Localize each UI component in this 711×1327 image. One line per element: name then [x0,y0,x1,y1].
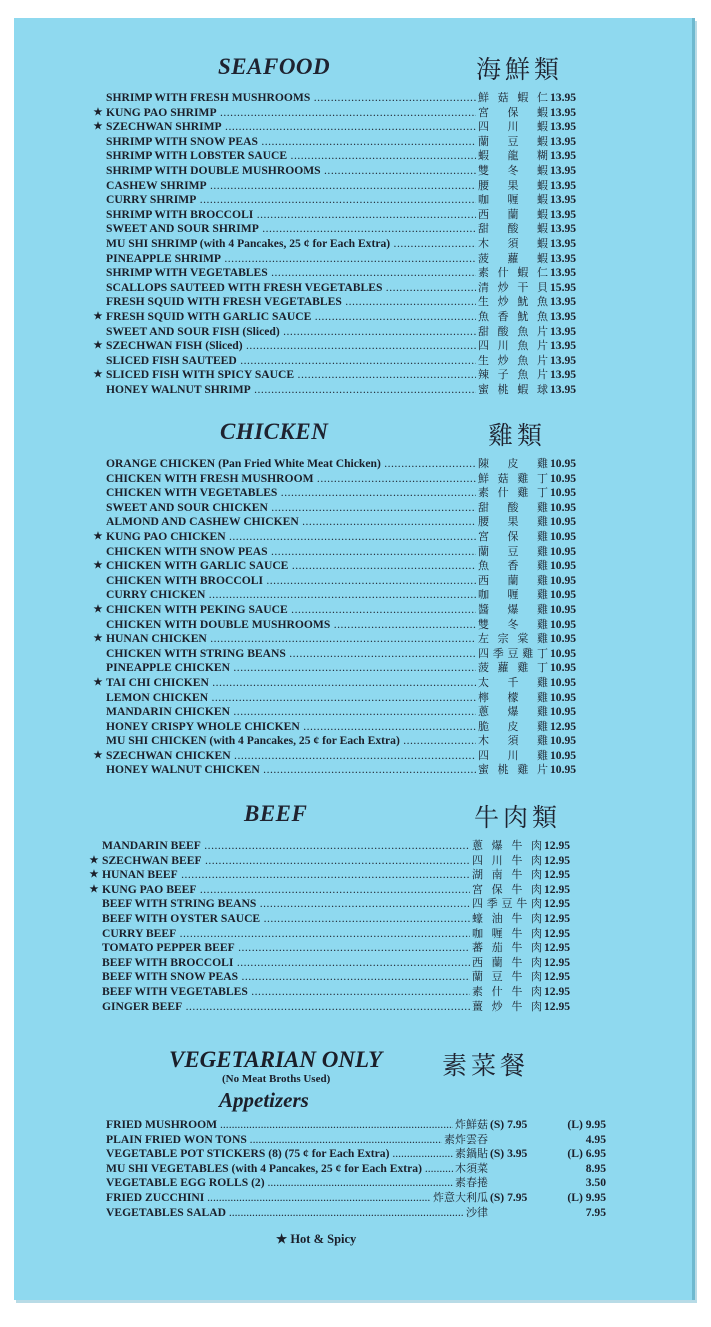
item-price: 13.95 [550,105,577,119]
item-price: 10.95 [550,559,577,573]
item-chinese-name: 甜酸蝦 [478,222,548,236]
item-name: VEGETABLE POT STICKERS (8) (75 ¢ for Each Extra) ..... [106,1147,486,1162]
item-chinese-name: 四川魚片 [478,339,548,353]
item-price: 12.95 [544,868,571,882]
menu-item [106,1147,606,1162]
appetizers-title: Appetizers [219,1088,309,1112]
item-chinese-name: 咖喱雞 [478,588,548,602]
menu-item [14,941,692,956]
item-price: 10.95 [550,748,577,762]
item-name: LEMON CHICKEN ..... [106,691,476,706]
item-price: 13.95 [550,251,577,265]
item-chinese-name: 蘭豆蝦 [478,134,548,148]
menu-item [14,661,692,676]
menu-item [14,530,692,545]
menu-item [14,120,692,135]
menu-item [14,486,692,501]
item-chinese-name: 蠔油牛肉 [472,911,542,925]
item-name: FRIED ZUCCHINI ..... [106,1191,486,1206]
item-price: 13.95 [550,382,577,396]
menu-item [14,501,692,516]
item-name: MU SHI VEGETABLES (with 4 Pancakes, 25 ¢ for Each Extra) ..... [106,1162,486,1177]
hot-spicy-star-icon: ★ [93,603,103,615]
menu-item [14,208,692,223]
item-chinese-name: 西蘭蝦 [478,207,548,221]
menu-item [14,970,692,985]
item-chinese-name: 生炒魚片 [478,353,548,367]
menu-item [14,588,692,603]
item-chinese-name: 太千雞 [478,675,548,689]
item-price: 10.95 [550,486,577,500]
item-name: BEEF WITH VEGETABLES ..... [102,985,470,1000]
item-price-large: 8.95 [585,1161,606,1175]
vegetarian-title: VEGETARIAN ONLY [169,1047,383,1072]
menu-item [14,734,692,749]
item-price: 13.95 [550,134,577,148]
item-name: MANDARIN BEEF ..... [102,839,470,854]
item-price: 10.95 [550,617,577,631]
item-name: SHRIMP WITH VEGETABLES ..... [106,266,476,281]
item-price: 13.95 [550,193,577,207]
item-name: SHRIMP WITH DOUBLE MUSHROOMS ..... [106,164,476,179]
hot-spicy-star-icon: ★ [89,854,99,866]
item-chinese-name: 辣子魚片 [478,368,548,382]
item-price: 12.95 [544,839,571,852]
hot-spicy-star-icon: ★ [93,530,103,542]
item-chinese-name: 四季豆牛肉 [472,897,542,911]
hot-spicy-star-icon: ★ [93,121,103,133]
item-price-large: 7.95 [585,1205,606,1219]
item-chinese-name: 木須雞 [478,734,548,748]
item-name: FRIED MUSHROOM ..... [106,1118,486,1133]
hot-spicy-star-icon: ★ [89,883,99,895]
menu-item [14,383,692,398]
item-chinese-name: 腰果雞 [478,515,548,529]
item-price: 12.95 [544,955,571,969]
item-name: HONEY WALNUT SHRIMP ..... [106,383,476,398]
item-price: 13.95 [550,163,577,177]
hot-spicy-star-icon: ★ [93,633,103,645]
item-price: 12.95 [544,882,571,896]
item-price: 12.95 [544,970,571,984]
item-chinese-name: 雙冬雞 [478,617,548,631]
menu-item [14,295,692,310]
item-chinese-name: 四川蝦 [478,120,548,134]
item-chinese-name: 蔥爆牛肉 [472,839,542,852]
item-chinese-name: 鮮菇蝦仁 [478,91,548,104]
item-chinese-name: 素炸雲吞 [444,1132,488,1146]
menu-item [106,1206,606,1221]
item-name: BEEF WITH BROCCOLI ..... [102,956,470,971]
menu-item [14,603,692,618]
menu-item [14,135,692,150]
item-price: 10.95 [550,690,577,704]
menu-item [106,1133,606,1148]
menu-item [14,574,692,589]
item-chinese-name: 蜜桃雞片 [478,763,548,777]
item-price: 13.95 [550,91,577,104]
item-price: 12.95 [544,984,571,998]
item-name: ALMOND AND CASHEW CHICKEN ..... [106,515,476,530]
item-price: 13.95 [550,324,577,338]
item-price: 15.95 [550,280,577,294]
seafood-items [14,91,692,397]
item-name: SLICED FISH SAUTEED ..... [106,354,476,369]
item-chinese-name: 脆皮雞 [478,719,548,733]
item-chinese-name: 宮保雞 [478,529,548,543]
menu-item [14,632,692,647]
menu-item [14,164,692,179]
item-name: HUNAN BEEF ..... [102,868,470,883]
item-name: SHRIMP WITH LOBSTER SAUCE ..... [106,149,476,164]
item-chinese-name: 蘭豆雞 [478,544,548,558]
item-chinese-name: 素什牛肉 [472,984,542,998]
hot-spicy-star-icon: ★ [93,676,103,688]
seafood-title: SEAFOOD [218,54,331,79]
item-price: 13.95 [550,120,577,134]
item-name: KUNG PAO SHRIMP ..... [106,106,476,121]
item-price-large: 3.50 [585,1176,606,1190]
item-name: KUNG PAO CHICKEN ..... [106,530,476,545]
menu-item [14,691,692,706]
item-name: BEEF WITH OYSTER SAUCE ..... [102,912,470,927]
item-price: 13.95 [550,178,577,192]
item-chinese-name: 木須蝦 [478,236,548,250]
hot-spicy-star-icon: ★ [93,340,103,352]
item-name: SHRIMP WITH SNOW PEAS ..... [106,135,476,150]
menu-item [14,839,692,854]
item-name: CURRY BEEF ..... [102,927,470,942]
item-name: CHICKEN WITH VEGETABLES ..... [106,486,476,501]
menu-item [14,749,692,764]
item-chinese-name: 素鍋貼 [455,1147,488,1161]
menu-item [14,515,692,530]
item-name: PINEAPPLE SHRIMP ..... [106,252,476,267]
item-chinese-name: 魚香雞 [478,559,548,573]
item-name: BEEF WITH STRING BEANS ..... [102,897,470,912]
item-chinese-name: 蕃茄牛肉 [472,941,542,955]
item-chinese-name: 宮保牛肉 [472,882,542,896]
item-price: 10.95 [550,471,577,485]
item-chinese-name: 蘭豆牛肉 [472,970,542,984]
hot-spicy-star-icon: ★ [93,369,103,381]
item-price: 10.95 [550,602,577,616]
hot-spicy-footnote: ★ Hot & Spicy [276,1232,357,1246]
menu-item [14,281,692,296]
item-name: CASHEW SHRIMP ..... [106,179,476,194]
item-chinese-name: 甜酸魚片 [478,324,548,338]
item-price: 10.95 [550,705,577,719]
item-name: VEGETABLES SALAD ..... [106,1206,486,1221]
item-name: SWEET AND SOUR CHICKEN ..... [106,501,476,516]
item-price: 13.95 [550,266,577,280]
item-chinese-name: 四川牛肉 [472,853,542,867]
chicken-title: CHICKEN [220,419,329,444]
item-chinese-name: 生炒魷魚 [478,295,548,309]
beef-title: BEEF [244,801,308,826]
item-price: 10.95 [550,529,577,543]
menu-item [14,868,692,883]
item-price-small: (S) 3.95 [490,1147,528,1161]
hot-spicy-star-icon: ★ [89,869,99,881]
item-chinese-name: 菠蘿雞丁 [478,661,548,675]
item-price: 13.95 [550,222,577,236]
item-chinese-name: 薑炒牛肉 [472,999,542,1013]
item-price-large: (L) 6.95 [567,1147,606,1161]
hot-spicy-star-icon: ★ [93,749,103,761]
menu-item [14,956,692,971]
item-name: GINGER BEEF ..... [102,1000,470,1015]
item-price: 13.95 [550,309,577,323]
seafood-title-chinese: 海鮮類 [476,55,564,84]
item-price: 10.95 [550,632,577,646]
menu-item [14,368,692,383]
item-price: 10.95 [550,661,577,675]
menu-item [14,354,692,369]
item-name: SZECHWAN FISH (Sliced) ..... [106,339,476,354]
menu-item [14,266,692,281]
menu-item [14,252,692,267]
menu-item [14,618,692,633]
menu-item [14,897,692,912]
menu-item [14,193,692,208]
item-chinese-name: 咖喱蝦 [478,193,548,207]
item-price: 13.95 [550,353,577,367]
item-price: 13.95 [550,368,577,382]
item-name: TAI CHI CHICKEN ..... [106,676,476,691]
menu-item [14,647,692,662]
menu-item [14,676,692,691]
item-name: HUNAN CHICKEN ..... [106,632,476,647]
item-price: 12.95 [550,719,577,733]
chicken-title-chinese: 雞類 [488,421,547,450]
menu-item [106,1176,606,1191]
item-name: TOMATO PEPPER BEEF ..... [102,941,470,956]
item-chinese-name: 宮保蝦 [478,105,548,119]
menu-item [14,763,692,778]
item-price: 12.95 [544,853,571,867]
item-price: 13.95 [550,295,577,309]
item-name: CHICKEN WITH DOUBLE MUSHROOMS ..... [106,618,476,633]
item-price: 10.95 [550,588,577,602]
menu-item [14,222,692,237]
item-chinese-name: 蔥爆雞 [478,705,548,719]
item-name: ORANGE CHICKEN (Pan Fried White Meat Chicken) ..... [106,457,476,472]
menu-item [14,149,692,164]
hot-spicy-star-icon: ★ [93,560,103,572]
item-name: SLICED FISH WITH SPICY SAUCE ..... [106,368,476,383]
chicken-items [14,457,692,778]
item-name: KUNG PAO BEEF ..... [102,883,470,898]
menu-item [14,472,692,487]
item-name: PINEAPPLE CHICKEN ..... [106,661,476,676]
item-price-small: (S) 7.95 [490,1118,528,1131]
item-price: 10.95 [550,763,577,777]
item-price-large: 4.95 [585,1132,606,1146]
item-price: 10.95 [550,675,577,689]
item-chinese-name: 四季豆雞丁 [478,646,548,660]
menu-item [14,720,692,735]
item-chinese-name: 素春捲 [455,1176,488,1190]
hot-spicy-star-icon: ★ [93,106,103,118]
item-name: SZECHWAN CHICKEN ..... [106,749,476,764]
item-chinese-name: 醬爆雞 [478,602,548,616]
item-chinese-name: 西蘭牛肉 [472,955,542,969]
item-name: CHICKEN WITH BROCCOLI ..... [106,574,476,589]
item-price-small: (S) 7.95 [490,1191,528,1204]
menu-item [14,705,692,720]
item-chinese-name: 素什蝦仁 [478,266,548,280]
item-name: SZECHWAN BEEF ..... [102,854,470,869]
item-price: 10.95 [550,500,577,514]
item-chinese-name: 雙冬蝦 [478,163,548,177]
item-price: 10.95 [550,457,577,470]
item-price: 12.95 [544,941,571,955]
item-chinese-name: 木須菜 [455,1161,488,1175]
item-chinese-name: 鮮菇雞丁 [478,471,548,485]
item-name: CURRY SHRIMP ..... [106,193,476,208]
item-name: CHICKEN WITH SNOW PEAS ..... [106,545,476,560]
menu-item [14,545,692,560]
item-chinese-name: 魚香魷魚 [478,309,548,323]
menu-item [14,325,692,340]
menu-item [106,1191,606,1206]
menu-item [14,310,692,325]
menu-item [14,106,692,121]
item-name: CURRY CHICKEN ..... [106,588,476,603]
item-name: CHICKEN WITH GARLIC SAUCE ..... [106,559,476,574]
item-name: HONEY WALNUT CHICKEN ..... [106,763,476,778]
item-name: SHRIMP WITH FRESH MUSHROOMS ..... [106,91,476,106]
menu-item [14,559,692,574]
item-name: SCALLOPS SAUTEED WITH FRESH VEGETABLES ..... [106,281,476,296]
vegetarian-subtitle: (No Meat Broths Used) [222,1073,331,1085]
item-name: CHICKEN WITH STRING BEANS ..... [106,647,476,662]
menu-item [14,339,692,354]
beef-title-chinese: 牛肉類 [474,803,562,832]
item-price: 10.95 [550,734,577,748]
item-chinese-name: 左宗棠雞 [478,632,548,646]
item-name: VEGETABLE EGG ROLLS (2) ..... [106,1176,486,1191]
item-price: 12.95 [544,897,571,911]
item-price: 13.95 [550,339,577,353]
item-price: 10.95 [550,646,577,660]
item-chinese-name: 湖南牛肉 [472,868,542,882]
item-name: MU SHI CHICKEN (with 4 Pancakes, 25 ¢ for Each Extra) ..... [106,734,476,749]
item-chinese-name: 炸意大利瓜 [433,1191,488,1204]
item-chinese-name: 甜酸雞 [478,500,548,514]
item-name: CHICKEN WITH FRESH MUSHROOM ..... [106,472,476,487]
menu-item [14,237,692,252]
item-price: 13.95 [550,149,577,163]
menu-item [14,1000,692,1015]
menu-item [14,179,692,194]
item-chinese-name: 蝦龍糊 [478,149,548,163]
item-chinese-name: 檸檬雞 [478,690,548,704]
item-chinese-name: 蜜桃蝦球 [478,382,548,396]
item-name: SWEET AND SOUR FISH (Sliced) ..... [106,325,476,340]
menu-item [14,91,692,106]
menu-item [14,927,692,942]
item-chinese-name: 沙律 [466,1205,488,1219]
menu-item [14,457,692,472]
item-name: FRESH SQUID WITH GARLIC SAUCE ..... [106,310,476,325]
beef-items [14,839,692,1014]
item-chinese-name: 四川雞 [478,748,548,762]
item-name: FRESH SQUID WITH FRESH VEGETABLES ..... [106,295,476,310]
item-price: 10.95 [550,515,577,529]
menu-item [106,1118,606,1133]
item-price: 13.95 [550,207,577,221]
item-price: 10.95 [550,544,577,558]
item-name: MU SHI SHRIMP (with 4 Pancakes, 25 ¢ for Each Extra) ..... [106,237,476,252]
item-name: PLAIN FRIED WON TONS ..... [106,1133,486,1148]
item-chinese-name: 腰果蝦 [478,178,548,192]
item-name: HONEY CRISPY WHOLE CHICKEN ..... [106,720,476,735]
item-price: 12.95 [544,999,571,1013]
item-price: 12.95 [544,926,571,940]
item-chinese-name: 咖喱牛肉 [472,926,542,940]
menu-item [14,854,692,869]
hot-spicy-star-icon: ★ [93,310,103,322]
item-name: SHRIMP WITH BROCCOLI ..... [106,208,476,223]
item-chinese-name: 素什雞丁 [478,486,548,500]
item-name: CHICKEN WITH PEKING SAUCE ..... [106,603,476,618]
item-price: 10.95 [550,573,577,587]
menu-item [106,1162,606,1177]
vegetarian-title-chinese: 素菜餐 [442,1051,530,1080]
item-chinese-name: 西蘭雞 [478,573,548,587]
menu-item [14,985,692,1000]
menu-item [14,912,692,927]
menu-page [14,18,695,1300]
item-name: BEEF WITH SNOW PEAS ..... [102,970,470,985]
item-chinese-name: 炸鮮菇 [455,1118,488,1131]
item-price: 13.95 [550,236,577,250]
item-name: SWEET AND SOUR SHRIMP ..... [106,222,476,237]
item-chinese-name: 菠蘿蝦 [478,251,548,265]
item-chinese-name: 清炒干貝 [478,280,548,294]
item-name: MANDARIN CHICKEN ..... [106,705,476,720]
menu-item [14,883,692,898]
item-price-large: (L) 9.95 [567,1118,606,1131]
item-name: SZECHWAN SHRIMP ..... [106,120,476,135]
item-price: 12.95 [544,911,571,925]
item-price-large: (L) 9.95 [567,1191,606,1204]
item-chinese-name: 陳皮雞 [478,457,548,470]
